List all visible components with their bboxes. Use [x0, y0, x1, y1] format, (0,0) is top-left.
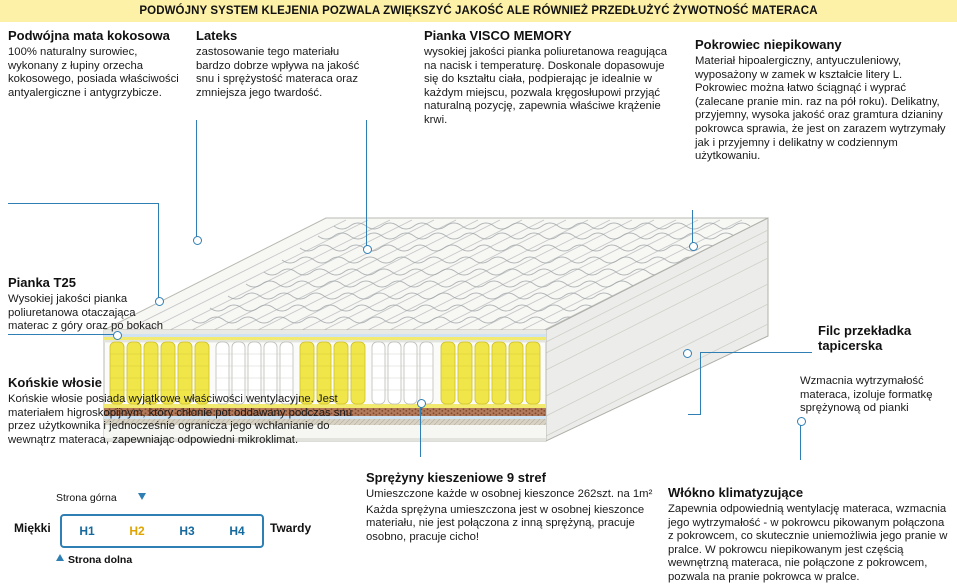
firmness-level-h2[interactable]: H2	[129, 524, 145, 538]
arrow-up-icon	[56, 554, 64, 561]
callout-latex	[196, 28, 364, 100]
callout-horsehair-text: Końskie włosie posiada wyjątkowe właściwości wentylacyjne. Jest materiałem higroskopijnym, który chłonie pot oddawany podczas snu przez użytkownika i jednocześnie ogranicza jego wchłanianie do wewnątrz materaca, zapewniając odpowiedni mikroklimat.	[8, 393, 353, 446]
top-banner	[0, 0, 957, 22]
callout-visco	[424, 28, 679, 128]
arrow-down-icon	[138, 493, 146, 500]
leader-dot-felt	[683, 349, 692, 358]
callout-coconut	[8, 28, 183, 100]
callout-horsehair-title: Końskie włosie	[8, 375, 102, 390]
callout-coconut-title: Podwójna mata kokosowa	[8, 28, 170, 43]
callout-felt-body	[800, 375, 950, 416]
firmness-level-h1[interactable]: H1	[79, 524, 95, 538]
callout-visco-text: wysokiej jakości pianka poliuretanowa reagująca na nacisk i temperaturę. Doskonale dopasowuje się do kształtu ciała, podpierając je idealnie w każdym miejscu, pozwala kręgosłupowi przyjąć naturalną pozycję, zapewnia właściwe krążenie krwi.	[424, 46, 668, 126]
leader-line-foam	[8, 334, 116, 335]
callout-springs-text: Umieszczone każde w osobnej kieszonce 262szt. na 1m²	[366, 488, 653, 500]
callout-foam-t25-text: Wysokiej jakości pianka poliuretanowa otaczająca materac z góry oraz po bokach	[8, 293, 164, 333]
callout-springs-title: Sprężyny kieszeniowe 9 stref	[366, 470, 546, 485]
callout-latex-title: Lateks	[196, 28, 238, 43]
callout-springs	[366, 470, 656, 544]
callout-springs-text2: Każda sprężyna umieszczona jest w osobnej kieszonce materiału, nie jest połączona z inną sprężyną, pracuje osobno, pracuje cicho!	[366, 503, 645, 543]
leader-line-springs	[420, 402, 421, 457]
callout-climate-fiber-text: Zapewnia odpowiednią wentylację materaca, wzmacnia jego wytrzymałość - w pokrowcu pikowanym połączona z pokrowcem, co skutecznie uniemożliwia jego pranie w pralce. W pokrowcu niepikowanym jest częścią wewnętrzną materaca, nie połączone z pokrowcem, pozwala na pranie pokrowca w pralce.	[668, 503, 948, 583]
leader-line-felt-v	[700, 352, 701, 414]
leader-line-visco	[366, 120, 367, 248]
firmness-level-h4[interactable]: H4	[229, 524, 245, 538]
callout-felt-text: Wzmacnia wytrzymałość materaca, izoluje formatkę sprężynową od pianki	[800, 375, 933, 415]
leader-dot-latex	[193, 236, 202, 245]
leader-line-fiber	[800, 420, 801, 460]
firmness-bottom-side-label: Strona dolna	[68, 554, 133, 566]
callout-coconut-text: 100% naturalny surowiec, wykonany z łupiny orzecha kokosowego, posiada właściwości antyalergiczne i antygrzybicze.	[8, 46, 179, 99]
callout-felt	[818, 323, 948, 356]
callout-visco-title: Pianka VISCO MEMORY	[424, 28, 572, 43]
leader-dot-springs	[417, 399, 426, 408]
leader-dot-visco	[363, 245, 372, 254]
leader-line-latex	[196, 120, 197, 238]
callout-climate-fiber-title: Włókno klimatyzujące	[668, 485, 804, 500]
callout-latex-text: zastosowanie tego materiału bardzo dobrze wpływa na jakość snu i sprężystość materaca oraz zmniejsza jego twardość.	[196, 46, 360, 99]
leader-dot-fiber	[797, 417, 806, 426]
firmness-levels	[60, 514, 264, 548]
callout-horsehair	[8, 375, 353, 447]
callout-cover	[695, 37, 949, 164]
firmness-soft-label: Miękki	[14, 521, 51, 535]
firmness-level-h3[interactable]: H3	[179, 524, 195, 538]
firmness-scale	[10, 492, 340, 568]
leader-line-felt-h2	[688, 414, 701, 415]
callout-cover-text: Materiał hipoalergiczny, antyuczuleniowy, wyposażony w zamek w kształcie litery L. Pokrowiec można łatwo ściągnąć i wyprać (zalecane pranie min. raz na pół roku). Delikatny, przyjemny, wysoka jakość oraz gramtura dzianiny pokrowca sprawia, że jest on zarazem wytrzymały jak i przyjemny i delikatny w codziennym użytkowaniu.	[695, 55, 946, 163]
callout-felt-title: Filc przekładka tapicerska	[818, 323, 912, 353]
leader-line-coconut	[8, 203, 158, 204]
firmness-top-side-label: Strona górna	[56, 492, 117, 504]
callout-cover-title: Pokrowiec niepikowany	[695, 37, 842, 52]
leader-line-cover	[692, 210, 693, 245]
leader-line-felt	[700, 352, 812, 353]
callout-foam-t25	[8, 275, 176, 334]
callout-foam-t25-title: Pianka T25	[8, 275, 76, 290]
firmness-hard-label: Twardy	[270, 521, 312, 535]
top-banner-text: PODWÓJNY SYSTEM KLEJENIA POZWALA ZWIĘKSZYĆ JAKOŚĆ ALE RÓWNIEŻ PRZEDŁUŻYĆ ŻYWOTNOŚĆ MATERACA	[139, 5, 818, 17]
leader-dot-cover	[689, 242, 698, 251]
callout-climate-fiber	[668, 485, 953, 585]
